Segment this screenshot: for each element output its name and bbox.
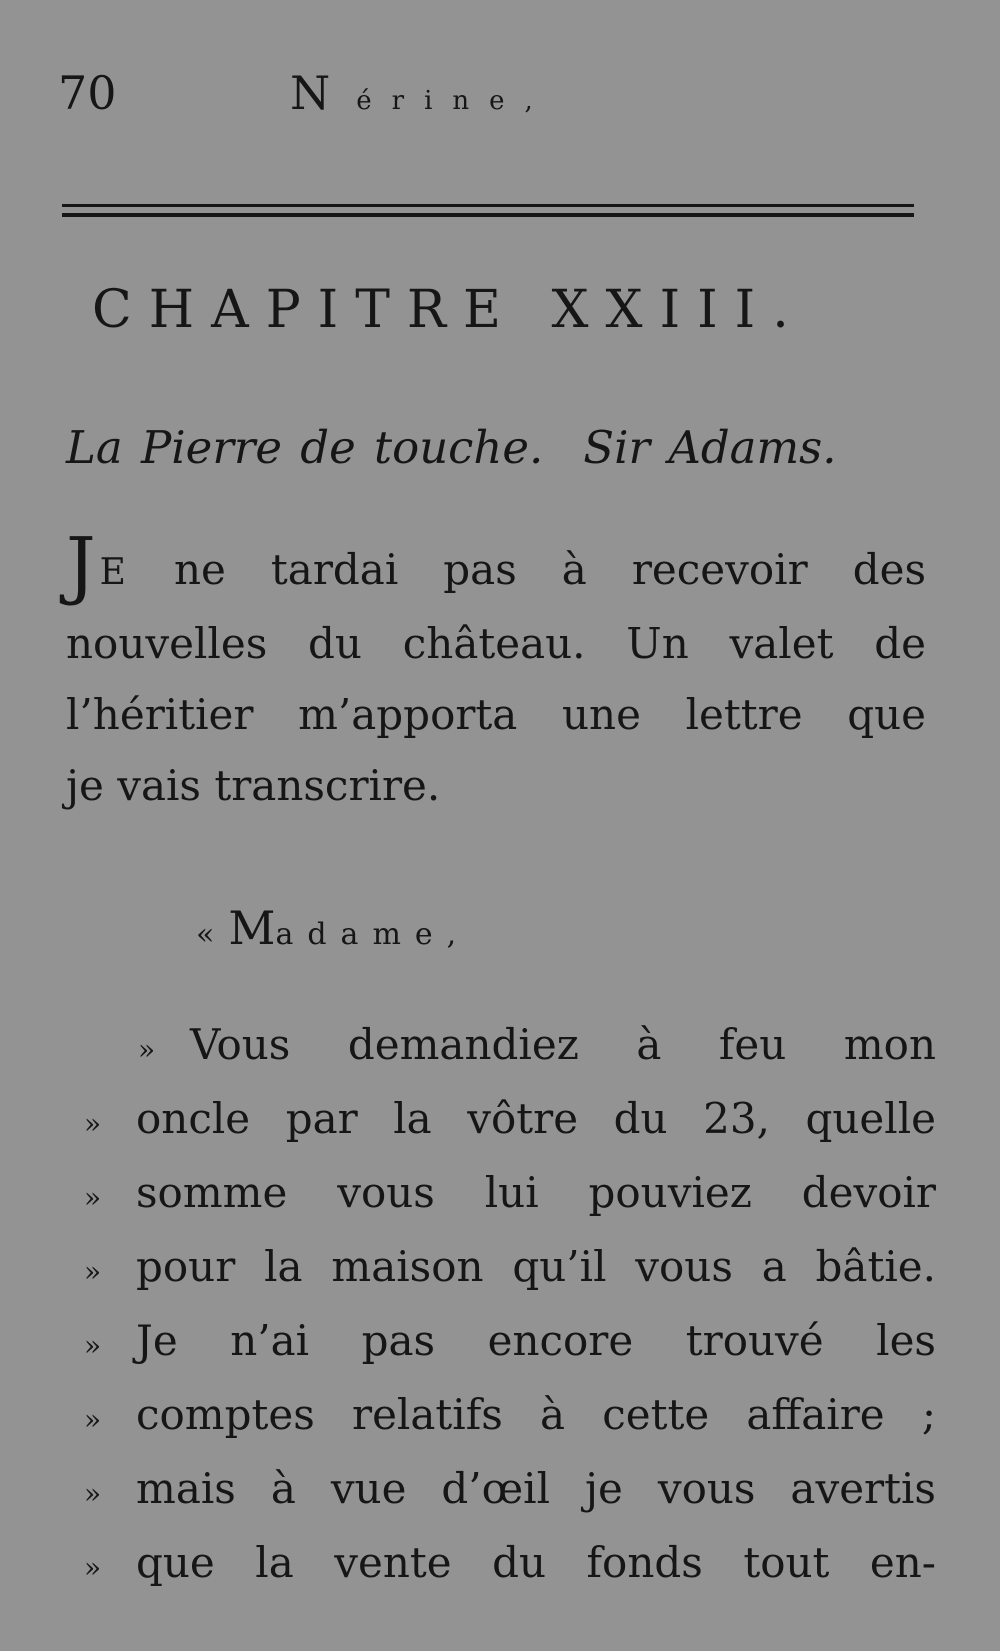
running-title	[290, 66, 553, 120]
quote-marker: »	[138, 1033, 156, 1066]
opening-quote: «	[196, 917, 215, 952]
paragraph-line: l’héritier m’apporta une lettre que	[66, 690, 926, 739]
running-title-initial: N	[290, 66, 333, 120]
drop-cap: J	[66, 522, 96, 608]
header-double-rule	[62, 204, 914, 218]
quote-marker: »	[84, 1255, 102, 1288]
letter-line	[84, 1158, 936, 1232]
paragraph-line: je vais transcrire.	[66, 761, 441, 810]
subtitle-part-2: Sir Adams.	[583, 421, 837, 474]
quote-marker: »	[84, 1329, 102, 1362]
letter-line-text: somme vous lui pouviez devoir	[136, 1168, 936, 1217]
letter-line-text: comptes relatifs à cette affaire ;	[136, 1390, 936, 1439]
letter-line	[84, 1454, 936, 1528]
letter-line	[84, 1528, 936, 1602]
letter-body	[84, 1010, 936, 1602]
letter-line-text: oncle par la vôtre du 23, quelle	[136, 1094, 936, 1143]
quote-marker: »	[84, 1107, 102, 1140]
letter-line	[84, 1380, 936, 1454]
letter-line	[84, 1306, 936, 1380]
page-number: 70	[58, 66, 117, 120]
quote-marker: »	[84, 1477, 102, 1510]
quote-marker: »	[84, 1403, 102, 1436]
letter-line	[84, 1232, 936, 1306]
chapter-heading: CHAPITRE XXIII.	[92, 280, 806, 340]
running-title-rest: érine,	[356, 86, 553, 116]
letter-line-text: que la vente du fonds tout en-	[136, 1538, 936, 1587]
paragraph-line: nouvelles du château. Un valet de	[66, 619, 926, 668]
salutation-rest: adame,	[275, 917, 471, 952]
letter-line	[84, 1010, 936, 1084]
letter-line-text: pour la maison qu’il vous a bâtie.	[136, 1242, 936, 1291]
salutation-initial: M	[228, 901, 276, 955]
first-word-caps: E	[99, 552, 129, 593]
quote-marker: »	[84, 1181, 102, 1214]
quote-marker: »	[84, 1551, 102, 1584]
paragraph-line-text: ne tardai pas à recevoir des	[128, 545, 926, 594]
opening-paragraph	[66, 522, 926, 821]
paragraph-line	[66, 522, 926, 608]
letter-line-text: mais à vue d’œil je vous avertis	[136, 1464, 936, 1513]
letter-line-text: Je n’ai pas encore trouvé les	[136, 1316, 936, 1365]
letter-line-text: Vous demandiez à feu mon	[190, 1020, 936, 1069]
chapter-subtitle	[66, 421, 926, 474]
letter-line	[84, 1084, 936, 1158]
rule-line-thick	[62, 213, 914, 217]
rule-line-thin	[62, 204, 914, 207]
letter-salutation	[196, 901, 471, 955]
subtitle-part-1: La Pierre de touche.	[66, 421, 544, 474]
